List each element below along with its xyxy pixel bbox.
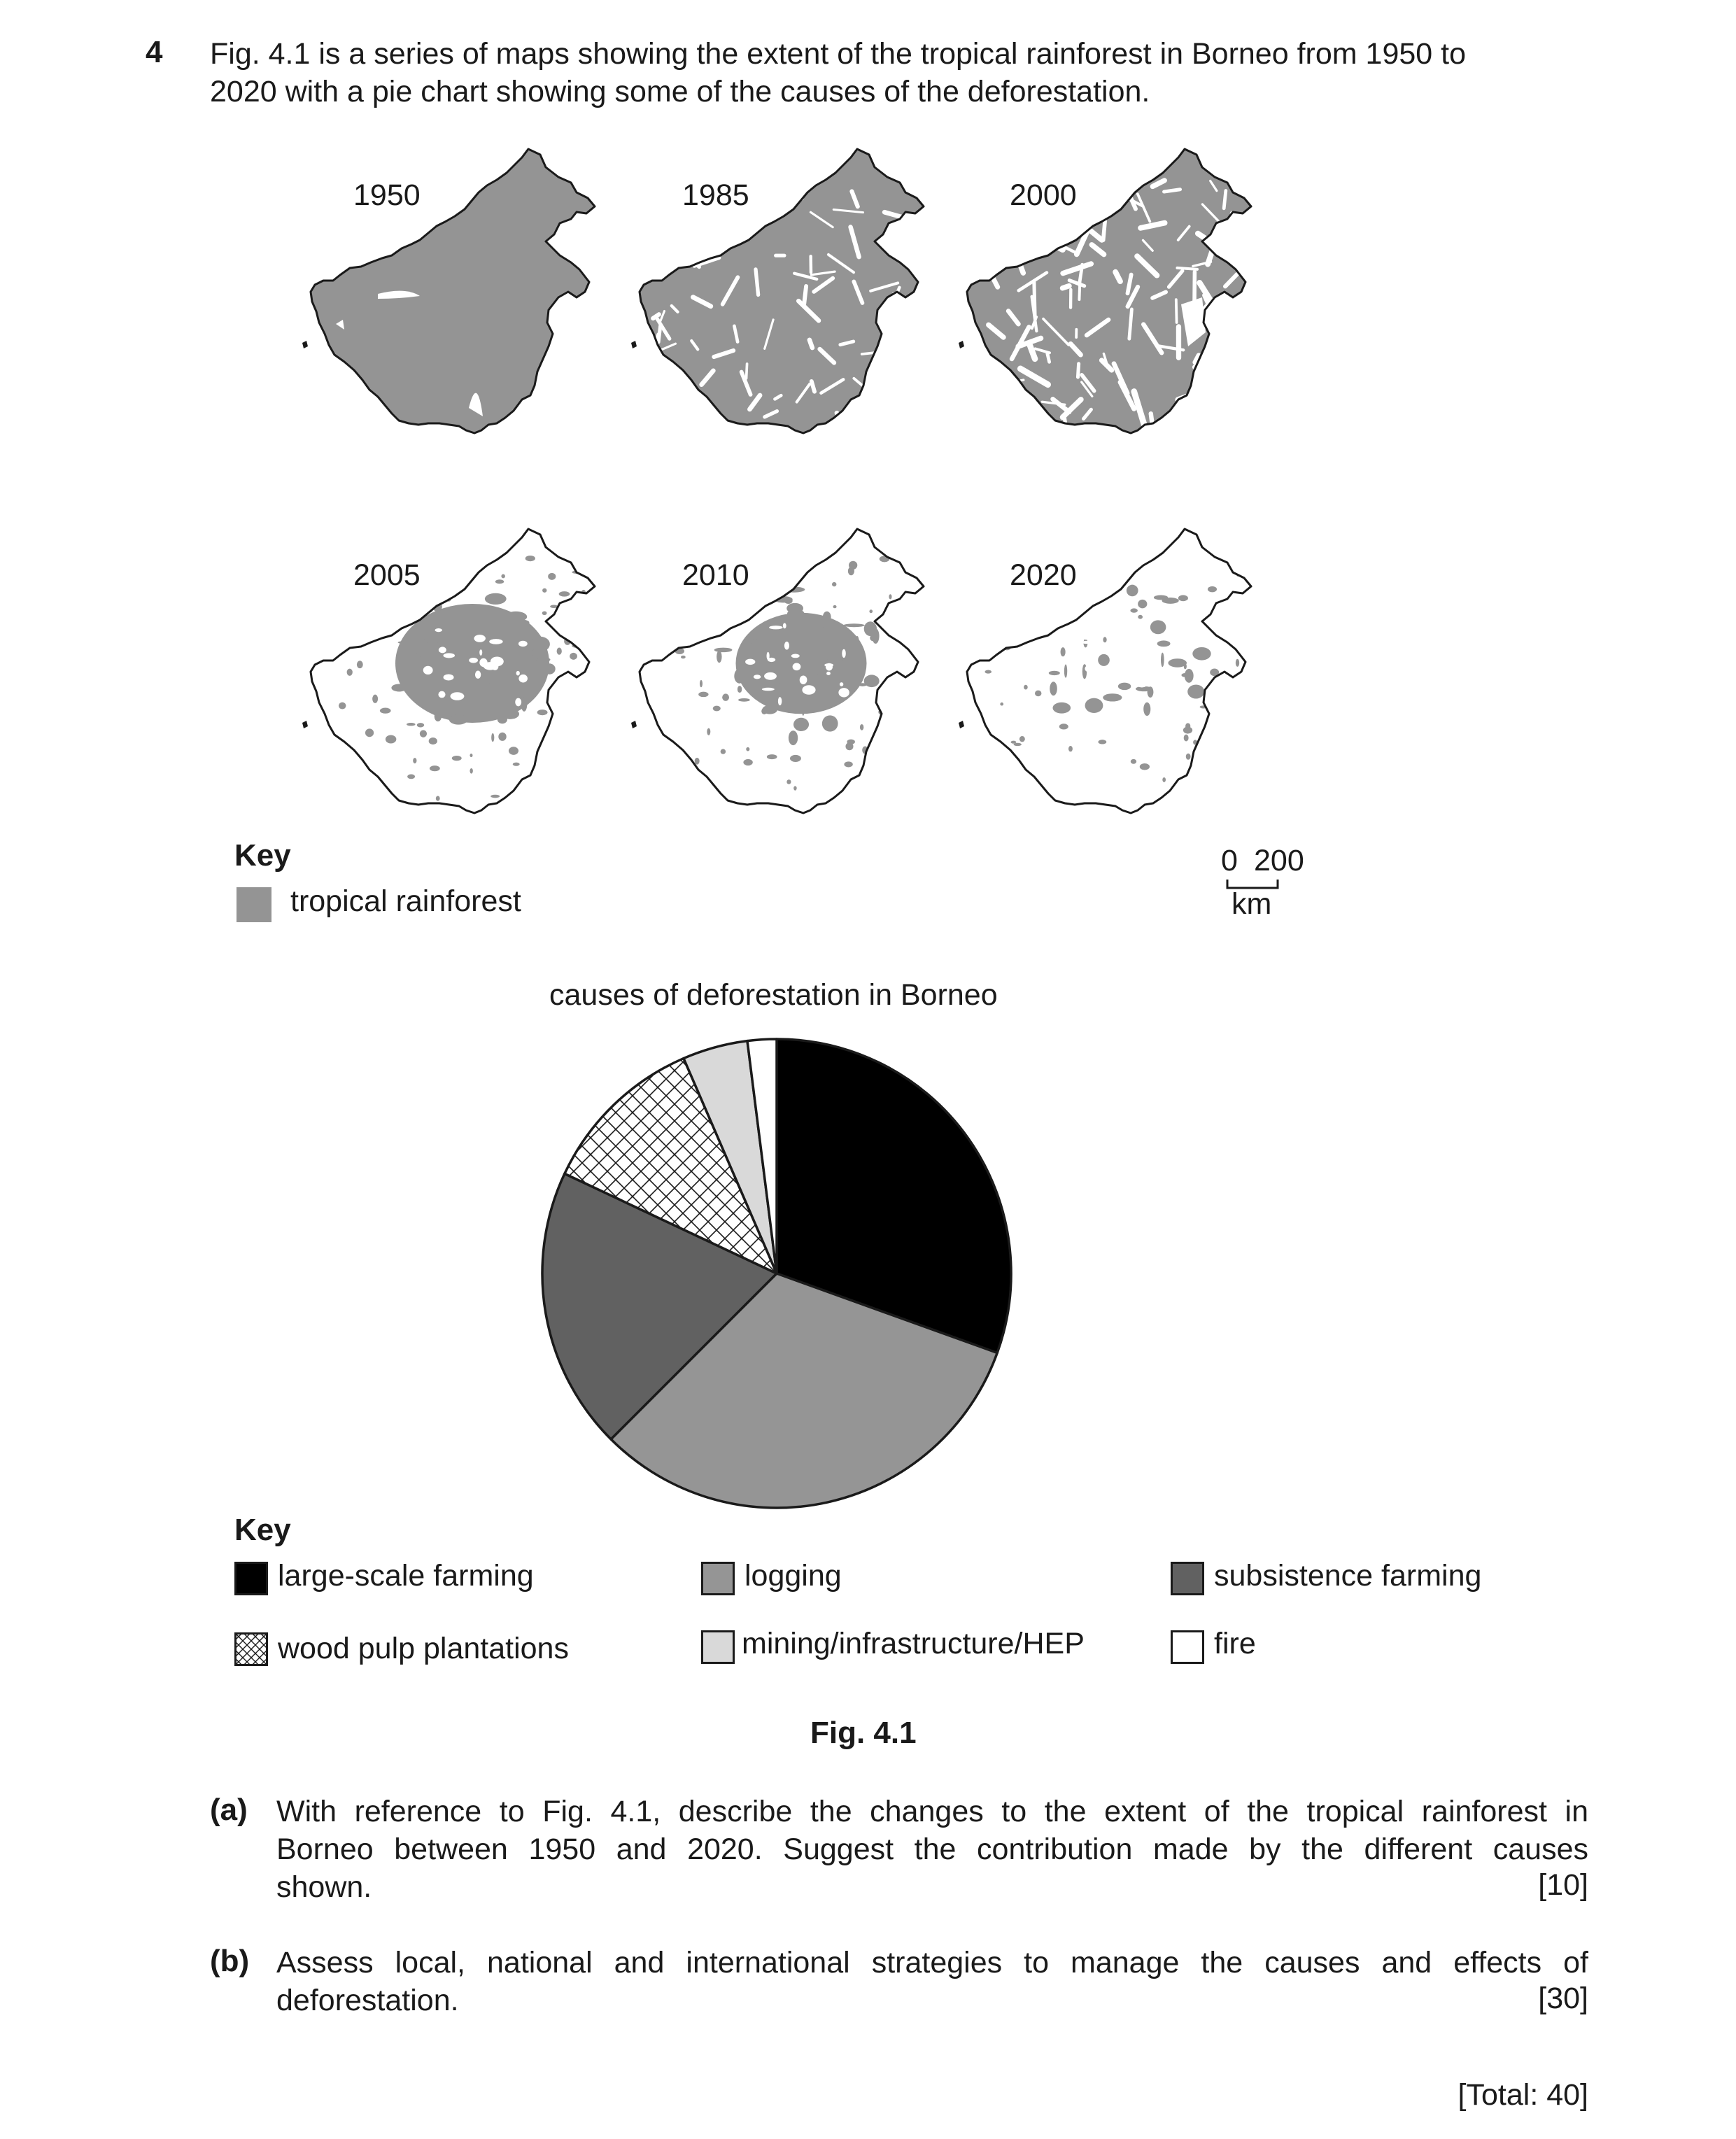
- part-a-line: Borneo between 1950 and 2020. Suggest the contribution made by the different causes: [276, 1833, 1588, 1866]
- pie-key-title: Key: [234, 1513, 291, 1547]
- legend-swatch-wood-pulp-plantations: [234, 1632, 268, 1666]
- part-a-label: (a): [210, 1793, 248, 1827]
- part-b-line: deforestation.: [276, 1984, 459, 2017]
- figure-caption: Fig. 4.1: [810, 1716, 917, 1750]
- question-intro: [210, 35, 1588, 111]
- intro-line: 2020 with a pie chart showing some of the causes of the deforestation.: [210, 75, 1150, 108]
- borneo-map-2010: [623, 516, 938, 859]
- legend-label-logging: logging: [744, 1559, 842, 1593]
- legend-swatch-mining-infrastructure-hep: [701, 1630, 735, 1664]
- pie-chart-title: causes of deforestation in Borneo: [549, 978, 998, 1012]
- question-number: 4: [146, 35, 163, 69]
- intro-line: Fig. 4.1 is a series of maps showing the extent of the tropical rainforest in Borneo from 1950 to: [210, 37, 1466, 71]
- part-b-label: (b): [210, 1944, 250, 1978]
- map-year-label: 2010: [682, 558, 749, 592]
- legend-label-large-scale-farming: large-scale farming: [278, 1559, 534, 1593]
- part-a-text: [276, 1793, 1588, 1906]
- part-a-marks: [10]: [1538, 1868, 1588, 1902]
- scale-unit: km: [1232, 887, 1272, 921]
- legend-swatch-subsistence-farming: [1171, 1562, 1204, 1595]
- part-b-text: [276, 1944, 1588, 2019]
- legend-label-wood-pulp-plantations: wood pulp plantations: [278, 1632, 569, 1665]
- map-year-label: 2020: [1010, 558, 1077, 592]
- part-a-line: With reference to Fig. 4.1, describe the changes to the extent of the tropical rainforest in: [276, 1795, 1588, 1828]
- part-b-marks: [30]: [1538, 1982, 1588, 2015]
- scale-value: 200: [1254, 844, 1304, 877]
- map-key-title: Key: [234, 838, 291, 873]
- rainforest-key-swatch: [237, 887, 271, 922]
- legend-label-mining-infrastructure-hep: mining/infrastructure/HEP: [742, 1627, 1085, 1660]
- legend-label-subsistence-farming: subsistence farming: [1214, 1559, 1482, 1593]
- legend-swatch-logging: [701, 1562, 735, 1595]
- total-marks: [Total: 40]: [1458, 2078, 1588, 2112]
- map-year-label: 1950: [353, 178, 421, 212]
- scale-zero: 0: [1221, 844, 1238, 877]
- pie-chart: [532, 1029, 1022, 1518]
- rainforest-key-label: tropical rainforest: [290, 884, 521, 918]
- map-year-label: 2005: [353, 558, 421, 592]
- borneo-map-1985: [623, 136, 938, 479]
- borneo-map-2000: [950, 136, 1265, 479]
- legend-swatch-fire: [1171, 1630, 1204, 1664]
- legend-label-fire: fire: [1214, 1627, 1256, 1660]
- legend-swatch-large-scale-farming: [234, 1562, 268, 1595]
- borneo-map-1950: [294, 136, 609, 479]
- part-b-line: Assess local, national and international strategies to manage the causes and effects of: [276, 1946, 1588, 1979]
- map-year-label: 1985: [682, 178, 749, 212]
- borneo-map-2020: [950, 516, 1265, 859]
- map-year-label: 2000: [1010, 178, 1077, 212]
- part-a-line: shown.: [276, 1870, 372, 1904]
- borneo-map-2005: [294, 516, 609, 859]
